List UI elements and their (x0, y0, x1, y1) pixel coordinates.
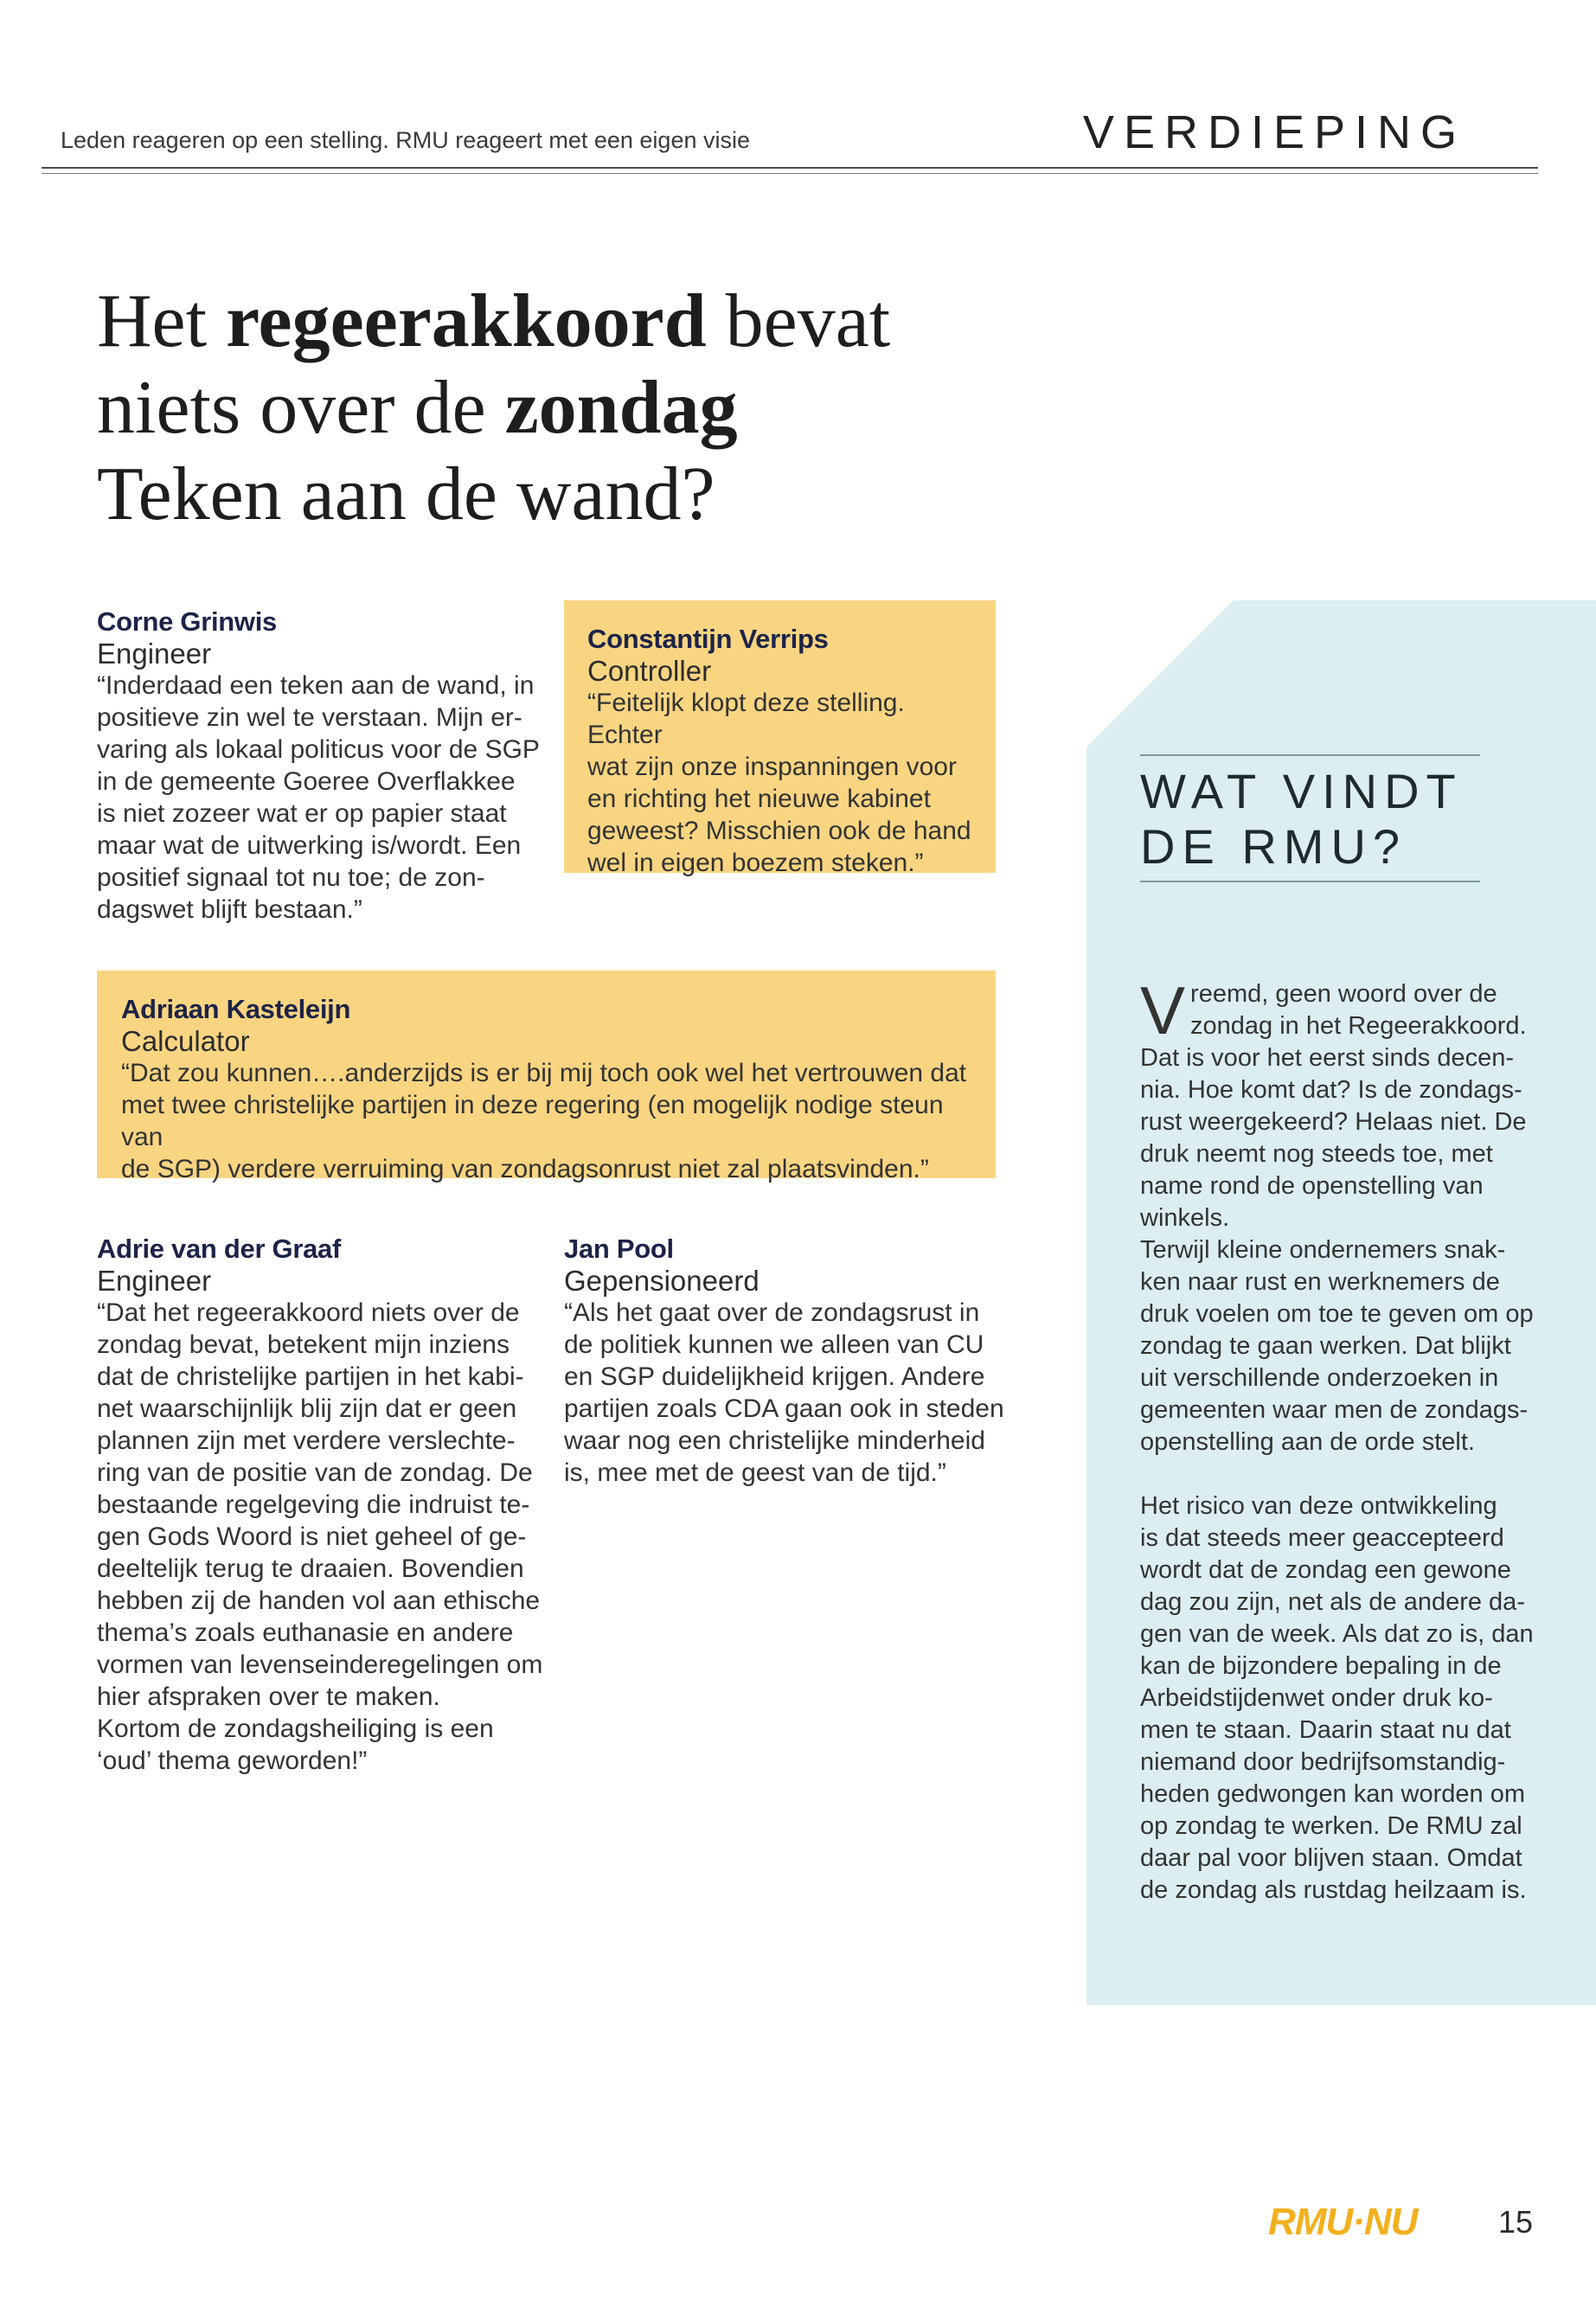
reaction-role: Calculator (121, 1025, 250, 1057)
sidebar-paragraph: Het risico van deze ontwikkeling is dat steeds meer geaccepteerd wordt dat de zondag een gewone dag zou zijn, net als de andere da- gen van de week. Als dat zo is, dan kan de bijzondere bepaling in de Arbeidstijdenwet onder druk ko- men te staan. Daarin staat nu dat niemand door bedrijfsomstandig- heden gedwongen kan worden om op zondag te werken. De RMU zal daar pal voor blijven staan. Omdat de zondag als rustdag heilzaam is. (1140, 1492, 1534, 1904)
sidebar-rule-bottom (1140, 881, 1480, 882)
reaction-quote: “Dat zou kunnen….anderzijds is er bij mij toch ook wel het vertrouwen dat met twee christelijke partijen in deze regering (en mogelijk nodige steun van de SGP) verdere verruiming van zondagsonrust niet zal plaatsvinden.” (121, 1059, 967, 1183)
kicker-text: Leden reageren op een stelling. RMU reageert met een eigen visie (61, 127, 750, 153)
page-number: 15 (1498, 2204, 1534, 2240)
drop-cap: V (1140, 972, 1186, 1048)
reaction-name: Constantijn Verrips (587, 624, 829, 654)
reaction-role: Engineer (97, 638, 212, 670)
header-rule-thin (42, 173, 1538, 174)
reaction-block (97, 606, 547, 926)
section-label: VERDIEPING (1082, 106, 1466, 158)
reaction-name: Adriaan Kasteleijn (121, 994, 351, 1024)
reaction-quote: “Inderdaad een teken aan de wand, in positieve zin wel te verstaan. Mijn er- varing als lokaal politicus voor de SGP in de gemeente Goeree Overflakkee is niet zozeer wat er op papier staat maar wat de uitwerking is/wordt. Een positief signaal tot nu toe; de zon- dagswet blijft bestaan.” (97, 671, 540, 924)
reaction-quote: “Feitelijk klopt deze stelling. Echter wat zijn onze inspanningen voor en richting het nieuwe kabinet geweest? Misschien ook de hand wel in eigen boezem steken.” (587, 689, 971, 877)
reaction-block (97, 1233, 547, 1777)
reaction-name: Corne Grinwis (97, 606, 277, 637)
sidebar-rule-top (1140, 754, 1480, 756)
sidebar-title: WAT VINDT DE RMU? (1140, 764, 1463, 874)
reaction-block (564, 1233, 1014, 1489)
page-title: Het regeerakkoord bevat niets over de zondag Teken aan de wand? (97, 279, 891, 536)
sidebar-paragraph: Terwijl kleine ondernemers snak- ken naar rust en werknemers de druk voelen om toe te geven om op zondag te gaan werken. Dat blijkt uit verschillende onderzoeken in gemeenten waar men de zondags- openstelling aan de orde stelt. (1140, 1236, 1534, 1456)
reaction-block-highlight (97, 971, 996, 1183)
reaction-name: Jan Pool (564, 1234, 674, 1264)
reaction-role: Engineer (97, 1265, 212, 1297)
reaction-quote: “Als het gaat over de zondagsrust in de politiek kunnen we alleen van CU en SGP duidelijkheid krijgen. Andere partijen zoals CDA gaan ook in steden waar nog een christelijke minderheid is, mee met de geest van de tijd.” (564, 1298, 1004, 1487)
reaction-role: Controller (587, 655, 712, 687)
header-rule (42, 167, 1538, 169)
reaction-quote: “Dat het regeerakkoord niets over de zondag bevat, betekent mijn inziens dat de christelijke partijen in het kabi- net waarschijnlijk blij zijn dat er geen plannen zijn met verdere verslechte- ring van de positie van de zondag. De bestaande regelgeving die indruist te- gen Gods Woord is niet geheel of ge- deeltelijk terug te draaien. Bovendien hebben zij de handen vol aan ethische thema’s zoals euthanasie en andere vormen van levenseinderegelingen om hier afspraken over te maken. Kortom de zondagsheiliging is een ‘oud’ thema geworden!” (97, 1298, 543, 1775)
sidebar-paragraph: Vreemd, geen woord over de zondag in het Regeerakkoord. Dat is voor het eerst sinds decen- nia. Hoe komt dat? Is de zondags- rust weergekeerd? Helaas niet. De druk neemt nog steeds toe, met name rond de openstelling van winkels. (1140, 972, 1527, 1232)
reaction-name: Adrie van der Graaf (97, 1234, 342, 1264)
reaction-role: Gepensioneerd (564, 1265, 760, 1297)
rmu-nu-logo: RMU·NU (1268, 2201, 1418, 2243)
reaction-block-highlight (564, 600, 996, 877)
